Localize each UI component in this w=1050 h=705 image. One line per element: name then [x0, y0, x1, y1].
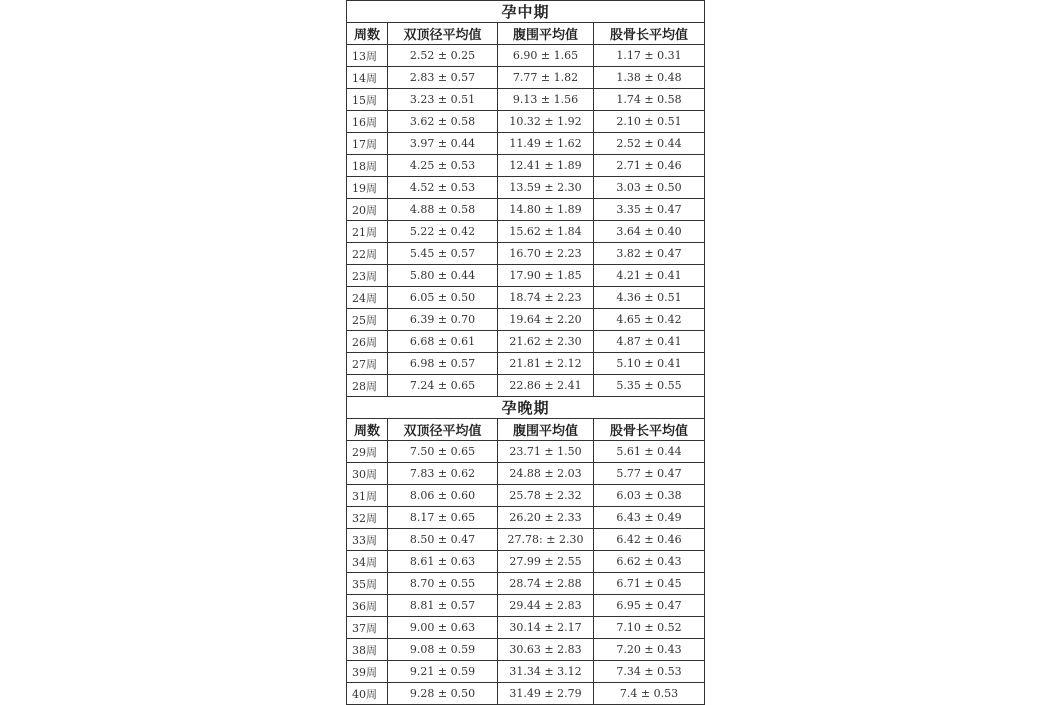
value-cell: 9.21 ± 0.59 — [388, 661, 498, 683]
week-cell: 24周 — [347, 287, 388, 309]
header-row — [347, 23, 705, 45]
value-cell: 25.78 ± 2.32 — [498, 485, 594, 507]
table-row — [347, 67, 705, 89]
table-row — [347, 353, 705, 375]
fetal-growth-table — [346, 0, 705, 705]
column-header: 双顶径平均值 — [388, 419, 498, 441]
week-cell: 33周 — [347, 529, 388, 551]
table-row — [347, 529, 705, 551]
value-cell: 7.24 ± 0.65 — [388, 375, 498, 397]
value-cell: 3.64 ± 0.40 — [594, 221, 705, 243]
table-body — [347, 1, 705, 705]
value-cell: 8.70 ± 0.55 — [388, 573, 498, 595]
value-cell: 9.08 ± 0.59 — [388, 639, 498, 661]
value-cell: 7.50 ± 0.65 — [388, 441, 498, 463]
table-row — [347, 111, 705, 133]
table-row — [347, 573, 705, 595]
value-cell: 1.74 ± 0.58 — [594, 89, 705, 111]
value-cell: 3.35 ± 0.47 — [594, 199, 705, 221]
value-cell: 7.10 ± 0.52 — [594, 617, 705, 639]
week-cell: 39周 — [347, 661, 388, 683]
value-cell: 23.71 ± 1.50 — [498, 441, 594, 463]
value-cell: 6.71 ± 0.45 — [594, 573, 705, 595]
value-cell: 1.38 ± 0.48 — [594, 67, 705, 89]
column-header: 股骨长平均值 — [594, 23, 705, 45]
value-cell: 9.28 ± 0.50 — [388, 683, 498, 705]
section-title: 孕晚期 — [347, 397, 705, 419]
value-cell: 3.03 ± 0.50 — [594, 177, 705, 199]
table-row — [347, 221, 705, 243]
table-row — [347, 617, 705, 639]
value-cell: 10.32 ± 1.92 — [498, 111, 594, 133]
value-cell: 7.4 ± 0.53 — [594, 683, 705, 705]
value-cell: 3.62 ± 0.58 — [388, 111, 498, 133]
value-cell: 4.25 ± 0.53 — [388, 155, 498, 177]
value-cell: 2.10 ± 0.51 — [594, 111, 705, 133]
value-cell: 12.41 ± 1.89 — [498, 155, 594, 177]
value-cell: 1.17 ± 0.31 — [594, 45, 705, 67]
value-cell: 5.80 ± 0.44 — [388, 265, 498, 287]
table-row — [347, 683, 705, 705]
value-cell: 4.21 ± 0.41 — [594, 265, 705, 287]
table-row — [347, 661, 705, 683]
week-cell: 21周 — [347, 221, 388, 243]
column-header: 腹围平均值 — [498, 23, 594, 45]
week-cell: 20周 — [347, 199, 388, 221]
value-cell: 24.88 ± 2.03 — [498, 463, 594, 485]
week-cell: 34周 — [347, 551, 388, 573]
value-cell: 31.49 ± 2.79 — [498, 683, 594, 705]
table-row — [347, 375, 705, 397]
column-header: 周数 — [347, 23, 388, 45]
value-cell: 5.10 ± 0.41 — [594, 353, 705, 375]
table-row — [347, 441, 705, 463]
week-cell: 26周 — [347, 331, 388, 353]
week-cell: 38周 — [347, 639, 388, 661]
value-cell: 6.39 ± 0.70 — [388, 309, 498, 331]
table-row — [347, 89, 705, 111]
section-title-row — [347, 397, 705, 419]
value-cell: 6.43 ± 0.49 — [594, 507, 705, 529]
value-cell: 8.81 ± 0.57 — [388, 595, 498, 617]
section-title: 孕中期 — [347, 1, 705, 23]
value-cell: 9.00 ± 0.63 — [388, 617, 498, 639]
value-cell: 18.74 ± 2.23 — [498, 287, 594, 309]
value-cell: 30.63 ± 2.83 — [498, 639, 594, 661]
value-cell: 3.97 ± 0.44 — [388, 133, 498, 155]
value-cell: 5.35 ± 0.55 — [594, 375, 705, 397]
table-row — [347, 331, 705, 353]
week-cell: 28周 — [347, 375, 388, 397]
value-cell: 31.34 ± 3.12 — [498, 661, 594, 683]
week-cell: 15周 — [347, 89, 388, 111]
value-cell: 21.81 ± 2.12 — [498, 353, 594, 375]
value-cell: 7.20 ± 0.43 — [594, 639, 705, 661]
value-cell: 27.78: ± 2.30 — [498, 529, 594, 551]
value-cell: 6.42 ± 0.46 — [594, 529, 705, 551]
value-cell: 14.80 ± 1.89 — [498, 199, 594, 221]
value-cell: 6.95 ± 0.47 — [594, 595, 705, 617]
table-row — [347, 595, 705, 617]
value-cell: 2.83 ± 0.57 — [388, 67, 498, 89]
table-row — [347, 507, 705, 529]
week-cell: 27周 — [347, 353, 388, 375]
value-cell: 13.59 ± 2.30 — [498, 177, 594, 199]
value-cell: 15.62 ± 1.84 — [498, 221, 594, 243]
table-row — [347, 243, 705, 265]
week-cell: 13周 — [347, 45, 388, 67]
week-cell: 22周 — [347, 243, 388, 265]
value-cell: 5.45 ± 0.57 — [388, 243, 498, 265]
week-cell: 14周 — [347, 67, 388, 89]
value-cell: 8.50 ± 0.47 — [388, 529, 498, 551]
column-header: 股骨长平均值 — [594, 419, 705, 441]
value-cell: 5.77 ± 0.47 — [594, 463, 705, 485]
value-cell: 5.22 ± 0.42 — [388, 221, 498, 243]
value-cell: 2.52 ± 0.44 — [594, 133, 705, 155]
value-cell: 28.74 ± 2.88 — [498, 573, 594, 595]
value-cell: 30.14 ± 2.17 — [498, 617, 594, 639]
value-cell: 17.90 ± 1.85 — [498, 265, 594, 287]
value-cell: 7.34 ± 0.53 — [594, 661, 705, 683]
value-cell: 2.52 ± 0.25 — [388, 45, 498, 67]
table-row — [347, 155, 705, 177]
value-cell: 8.06 ± 0.60 — [388, 485, 498, 507]
column-header: 腹围平均值 — [498, 419, 594, 441]
week-cell: 35周 — [347, 573, 388, 595]
value-cell: 3.23 ± 0.51 — [388, 89, 498, 111]
value-cell: 22.86 ± 2.41 — [498, 375, 594, 397]
column-header: 周数 — [347, 419, 388, 441]
table-row — [347, 45, 705, 67]
table-row — [347, 485, 705, 507]
week-cell: 19周 — [347, 177, 388, 199]
value-cell: 8.17 ± 0.65 — [388, 507, 498, 529]
value-cell: 29.44 ± 2.83 — [498, 595, 594, 617]
week-cell: 23周 — [347, 265, 388, 287]
column-header: 双顶径平均值 — [388, 23, 498, 45]
table-row — [347, 309, 705, 331]
value-cell: 21.62 ± 2.30 — [498, 331, 594, 353]
week-cell: 31周 — [347, 485, 388, 507]
value-cell: 27.99 ± 2.55 — [498, 551, 594, 573]
value-cell: 4.88 ± 0.58 — [388, 199, 498, 221]
value-cell: 8.61 ± 0.63 — [388, 551, 498, 573]
value-cell: 19.64 ± 2.20 — [498, 309, 594, 331]
value-cell: 4.36 ± 0.51 — [594, 287, 705, 309]
value-cell: 5.61 ± 0.44 — [594, 441, 705, 463]
value-cell: 11.49 ± 1.62 — [498, 133, 594, 155]
value-cell: 6.05 ± 0.50 — [388, 287, 498, 309]
week-cell: 25周 — [347, 309, 388, 331]
week-cell: 16周 — [347, 111, 388, 133]
value-cell: 4.52 ± 0.53 — [388, 177, 498, 199]
value-cell: 3.82 ± 0.47 — [594, 243, 705, 265]
table-row — [347, 639, 705, 661]
week-cell: 40周 — [347, 683, 388, 705]
table-row — [347, 199, 705, 221]
value-cell: 16.70 ± 2.23 — [498, 243, 594, 265]
table-row — [347, 463, 705, 485]
value-cell: 26.20 ± 2.33 — [498, 507, 594, 529]
week-cell: 17周 — [347, 133, 388, 155]
table-row — [347, 551, 705, 573]
value-cell: 6.98 ± 0.57 — [388, 353, 498, 375]
value-cell: 4.65 ± 0.42 — [594, 309, 705, 331]
value-cell: 6.68 ± 0.61 — [388, 331, 498, 353]
table-row — [347, 133, 705, 155]
value-cell: 2.71 ± 0.46 — [594, 155, 705, 177]
week-cell: 29周 — [347, 441, 388, 463]
table-row — [347, 287, 705, 309]
value-cell: 7.83 ± 0.62 — [388, 463, 498, 485]
value-cell: 6.62 ± 0.43 — [594, 551, 705, 573]
value-cell: 7.77 ± 1.82 — [498, 67, 594, 89]
week-cell: 30周 — [347, 463, 388, 485]
value-cell: 4.87 ± 0.41 — [594, 331, 705, 353]
table-row — [347, 265, 705, 287]
fetal-growth-table-sheet — [346, 0, 704, 705]
value-cell: 9.13 ± 1.56 — [498, 89, 594, 111]
week-cell: 32周 — [347, 507, 388, 529]
value-cell: 6.03 ± 0.38 — [594, 485, 705, 507]
week-cell: 18周 — [347, 155, 388, 177]
week-cell: 37周 — [347, 617, 388, 639]
header-row — [347, 419, 705, 441]
table-row — [347, 177, 705, 199]
section-title-row — [347, 1, 705, 23]
value-cell: 6.90 ± 1.65 — [498, 45, 594, 67]
week-cell: 36周 — [347, 595, 388, 617]
